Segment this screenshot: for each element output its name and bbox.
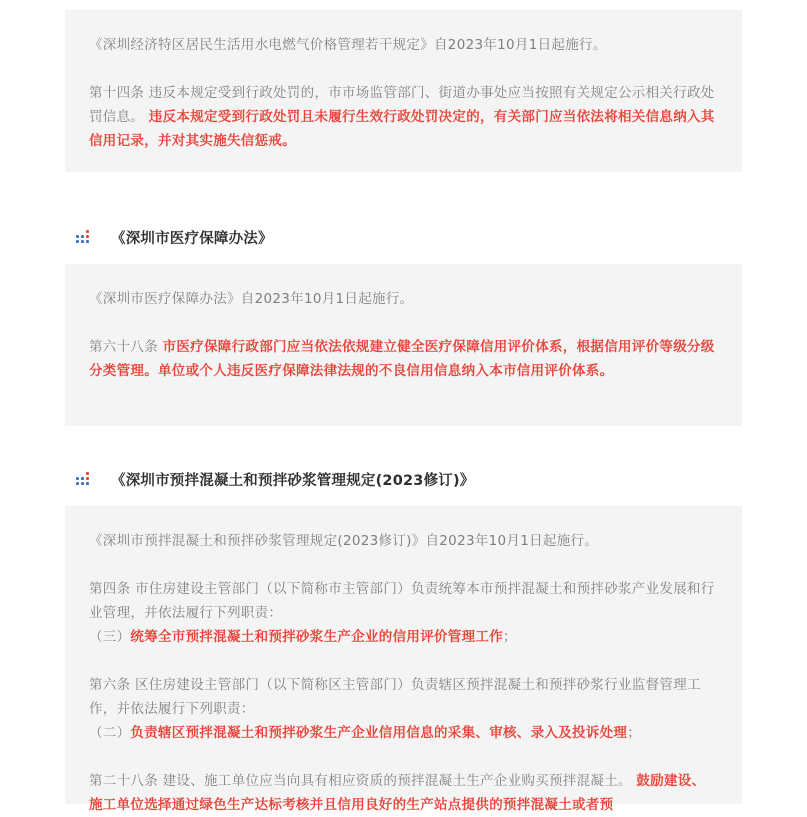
- section1-intro: 《深圳经济特区居民生活用水电燃气价格管理若干规定》自2023年10月1日起施行。: [89, 37, 607, 53]
- section3-article4-item: [89, 625, 718, 649]
- section3-article6-item-prefix: （二）: [89, 725, 131, 741]
- section3-article4-item-highlight: 统筹全市预拌混凝土和预拌砂浆生产企业的信用评价管理工作: [130, 629, 504, 645]
- section2-article-highlight: 市医疗保障行政部门应当依法依规建立健全医疗保障信用评价体系，根据信用评价等级分级分类管理。单位或个人违反医疗保障法律法规的不良信用信息纳入本市信用评价体系。: [89, 339, 715, 379]
- section2-article: [89, 335, 718, 383]
- section3-intro: 《深圳市预拌混凝土和预拌砂浆管理规定(2023修订)》自2023年10月1日起施行。: [89, 533, 599, 549]
- section3-article4-item-prefix: （三）: [89, 629, 131, 645]
- section1-article-highlight: 违反本规定受到行政处罚且未履行生效行政处罚决定的，有关部门应当依法将相关信息纳入其信用记录，并对其实施失信惩戒。: [89, 109, 715, 149]
- section3-article6-item-suffix: ；: [627, 725, 642, 741]
- section2-box: [65, 264, 742, 426]
- section3-heading-text: 《深圳市预拌混凝土和预拌砂浆管理规定(2023修订)》: [111, 472, 475, 489]
- section3-article6-item-highlight: 负责辖区预拌混凝土和预拌砂浆生产企业信用信息的采集、审核、录入及投诉处理: [130, 725, 628, 741]
- section1-article-text: 第十四条 违反本规定受到行政处罚的，市市场监管部门、街道办事处应当按照有关规定公示相关行政处罚信息。: [89, 85, 715, 125]
- section2-article-text: 第六十八条: [89, 339, 158, 355]
- section3-article28-text: 第二十八条 建设、施工单位应当向具有相应资质的预拌混凝土生产企业购买预拌混凝土。: [89, 773, 632, 789]
- section3-article28-highlight: 鼓励建设、施工单位选择通过绿色生产达标考核并且信用良好的生产站点提供的预拌混凝土或者预: [89, 773, 706, 813]
- section1-article: [89, 81, 718, 153]
- section3-box: [65, 506, 742, 813]
- section3-article4-item-suffix: ；: [503, 629, 517, 645]
- section3-article4: 第四条 市住房建设主管部门（以下简称市主管部门）负责统筹本市预拌混凝土和预拌砂浆产业发展和行业管理，并依法履行下列职责：: [89, 581, 715, 621]
- section3-article28: [89, 769, 718, 817]
- section2-intro: 《深圳市医疗保障办法》自2023年10月1日起施行。: [89, 291, 414, 307]
- section3-article6: 第六条 区住房建设主管部门（以下简称区主管部门）负责辖区预拌混凝土和预拌砂浆行业监督管理工作，并依法履行下列职责：: [89, 677, 701, 717]
- dots-icon: [75, 229, 93, 245]
- section3-heading: [75, 467, 475, 491]
- section2-heading: [75, 225, 273, 249]
- section2-heading-text: 《深圳市医疗保障办法》: [111, 230, 273, 247]
- section1-box: [65, 10, 742, 172]
- section3-article6-item: [89, 721, 718, 745]
- dots-icon: [75, 471, 93, 487]
